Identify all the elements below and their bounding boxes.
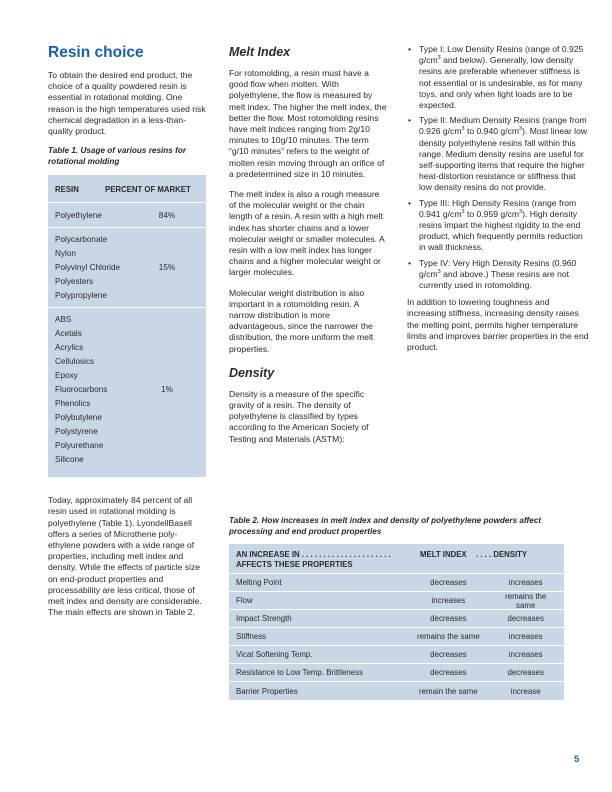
melt-index-p1: For rotomolding, a resin must have a good flow when molten. With polyethylene, the flow is measured by melt index. The higher the melt index, the better the flow. Most rotomolding resins have melt indices ranging from 2g/10 minutes to 10g/10 minutes. The term “g/10 minutes” refers to the weight of molten resin moving through an orifice of a predetermined size in 10 minutes. — [229, 68, 387, 179]
table1-resin-name: Polyethylene — [55, 211, 102, 221]
table1-row — [55, 233, 206, 247]
table1-resin-name: Polyvinyl Chloride — [55, 263, 121, 273]
table1-row — [55, 425, 206, 439]
table1-resin-percent — [147, 275, 187, 289]
table1-resin-name: Acrylics — [55, 343, 84, 353]
table2-row — [229, 646, 564, 664]
table2-head-col2: MELT INDEX — [420, 550, 467, 559]
table2-property: Vicat Softening Temp. — [236, 650, 313, 659]
table1-resin-percent — [147, 341, 187, 355]
table1-row — [55, 453, 206, 467]
melt-index-p3: Molecular weight distribution is also important in a rotomolding resin. A narrow distribution is more advantageous, since the narrower the distribution, the more uniform the melt properties. — [229, 287, 374, 354]
table1-row — [55, 247, 206, 261]
table2-melt-index-effect: decreases — [430, 668, 467, 677]
column-left — [48, 44, 206, 627]
density-heading: Density — [229, 365, 275, 380]
table1-resin-percent — [147, 233, 187, 247]
table1-body — [55, 209, 199, 471]
table2-melt-index-effect: decreases — [430, 614, 467, 623]
table1-row — [55, 439, 206, 453]
table2-density-effect: increases — [508, 650, 543, 659]
type-3-item: • Type III: High Density Resins (range from 0.941 $g/cm^3$ to 0.959 $g/cm^3$). High density resins impart the highest rigidity to the end product, which frequently permits reduction in wall thickness. — [407, 198, 589, 254]
table2-density-effect: increase — [510, 686, 541, 696]
table1-resin-percent — [147, 439, 187, 453]
table1-row — [55, 275, 206, 289]
table2-row — [229, 628, 564, 646]
table1-row — [55, 397, 206, 411]
table1-resin-name: Silicone — [55, 455, 84, 465]
table1-resin-percent — [147, 425, 187, 439]
type-2-item: • Type II: Medium Density Resins (range from 0.926 $g/cm^3$ to 0.940 $g/cm^3$). Most linear low density polyethylene resins fall within this range. Medium density resins are useful for self-supporting items that require the higher heat-distortion resistance or stiffness that low density resins do not provide. — [407, 115, 589, 193]
table2-density-effect: decreases — [507, 668, 544, 677]
type-4-item: • Type IV: Very High Density Resins (0.960 $g/cm^3$ and above.) These resins are not currently used in rotomolding. — [407, 258, 589, 292]
table2-head-col1: AN INCREASE IN . . . . . . . . . . . . . . . . . . . . . AFFECTS THESE PROPERTIES — [236, 550, 391, 569]
resin-choice-heading: Resin choice — [48, 44, 144, 61]
melt-index-p2: The melt index is also a rough measure of the molecular weight or the chain length of a resin. A resin with a high melt index has shorter chains and a lower molecular weight or smaller molecules. A resin with a low melt index has longer chains and a higher molecular weight or larger molecules. — [229, 189, 385, 278]
table2-header — [229, 544, 564, 574]
table1-row — [55, 209, 206, 223]
table1-row — [55, 355, 206, 369]
table2-melt-index-effect: increases — [431, 596, 466, 605]
table1-caption: Table 1. Usage of various resins for rotational molding — [48, 146, 187, 166]
table2-property: Melting Point — [236, 578, 282, 587]
table1-row — [55, 289, 206, 303]
table1-row — [55, 369, 206, 383]
type-1-item: • Type I: Low Density Resins (range of 0.925 $g/cm^3$ and below). Generally, low density resins are preferable whenever stiffness is not essential or is undesirable, as for many toys, and only when light loads are to be expected. — [407, 44, 589, 111]
column-middle — [229, 44, 387, 454]
table1-resin-percent — [147, 453, 187, 467]
table1-row — [55, 341, 206, 355]
table1-resin-name: Polyesters — [55, 277, 94, 287]
table1-resin-name: Polystyrene — [55, 427, 98, 437]
table1-resin-percent — [147, 247, 187, 261]
table1 — [48, 175, 206, 477]
table2-row — [229, 664, 564, 682]
resin-choice-intro: To obtain the desired end product, the choice of a quality powdered resin is essential in rotational molding. One reason is the high temperatures used risk chemical degradation in a less-than-quality product. — [48, 70, 206, 137]
table1-resin-name: Fluorocarbons — [55, 385, 108, 395]
table2-body — [229, 574, 564, 700]
density-types-list — [407, 44, 589, 291]
column-right — [407, 44, 589, 362]
table1-row — [55, 411, 206, 425]
table2-property: Resistance to Low Temp. Brittleness — [236, 668, 364, 677]
table1-resin-percent — [147, 313, 187, 327]
table1-resin-name: Polycarbonate — [55, 235, 108, 245]
table1-col-resin: RESIN — [55, 185, 79, 195]
table1-group — [48, 313, 206, 471]
table1-resin-name: Polyurethane — [55, 441, 104, 451]
table2-caption: Table 2. How increases in melt index and density of polyethylene powders affect processing and end product properties — [229, 516, 542, 536]
table1-resin-name: Cellulosics — [55, 357, 95, 367]
table2-section — [229, 516, 564, 700]
table1-resin-percent — [147, 369, 187, 383]
table1-resin-percent: 84% — [158, 211, 176, 221]
table2-head-col3: . . . . DENSITY — [476, 550, 528, 559]
table1-resin-percent: 1% — [161, 385, 173, 395]
table2-property: Impact Strength — [236, 614, 292, 623]
table2-row — [229, 574, 564, 592]
table1-group — [48, 209, 206, 228]
table1-resin-percent: 15% — [158, 263, 176, 273]
table2-row — [229, 610, 564, 628]
table2-row — [229, 592, 564, 610]
table2-row — [229, 682, 564, 700]
page-number: 5 — [574, 754, 580, 765]
table2-density-effect: increases — [508, 578, 543, 587]
table1-row — [55, 313, 206, 327]
table2-melt-index-effect: decreases — [430, 650, 467, 659]
table1-resin-name: Nylon — [55, 249, 76, 259]
table1-row — [55, 383, 206, 397]
table2-density-effect: increases — [508, 632, 543, 641]
table1-resin-percent — [147, 411, 187, 425]
table1-resin-percent — [147, 289, 187, 303]
table2-melt-index-effect: remain the same — [418, 686, 478, 696]
table1-resin-percent — [147, 327, 187, 341]
table1-row — [55, 261, 206, 275]
table1-resin-name: Phenolics — [55, 399, 91, 409]
table2 — [229, 544, 564, 700]
table1-col-percent: PERCENT OF MARKET — [105, 185, 191, 195]
table2-property: Stiffness — [236, 632, 267, 641]
table1-resin-name: Polybutylene — [55, 413, 102, 423]
melt-index-heading: Melt Index — [229, 45, 291, 59]
table1-resin-percent — [147, 397, 187, 411]
today-paragraph: Today, approximately 84 percent of all resin used in rotational molding is polyethylene (Table 1). LyondellBasell offers a series of Microthene poly-ethylene powders with a wide range of properties, including melt index and density. While the effects of particle size on end-product properties and processability are less critical, those of melt index and density are considerable. The main effects are shown in Table 2. — [48, 495, 202, 618]
table1-resin-name: Acetals — [55, 329, 82, 339]
table2-melt-index-effect: decreases — [430, 578, 467, 587]
table1-group — [48, 233, 206, 308]
table1-resin-name: Epoxy — [55, 371, 78, 381]
density-closing: In addition to lowering toughness and increasing stiffness, increasing density raises the melting point, permits higher temperature limits and improves barrier properties in the end product. — [407, 297, 589, 353]
table2-density-effect: remains the same — [505, 591, 547, 610]
table2-melt-index-effect: remains the same — [417, 632, 480, 641]
table2-property: Barrier Properties — [236, 686, 298, 696]
table1-resin-percent — [147, 355, 187, 369]
table1-header — [48, 183, 206, 203]
density-p1: Density is a measure of the specific gravity of a resin. The density of polyethylene is classified by types according to the American Society of Testing and Materials (ASTM): — [229, 388, 369, 444]
table1-resin-name: ABS — [55, 315, 72, 325]
table2-property: Flow — [236, 596, 253, 605]
table2-density-effect: decreases — [507, 614, 544, 623]
table1-row — [55, 327, 206, 341]
table1-resin-name: Polypropylene — [55, 291, 107, 301]
